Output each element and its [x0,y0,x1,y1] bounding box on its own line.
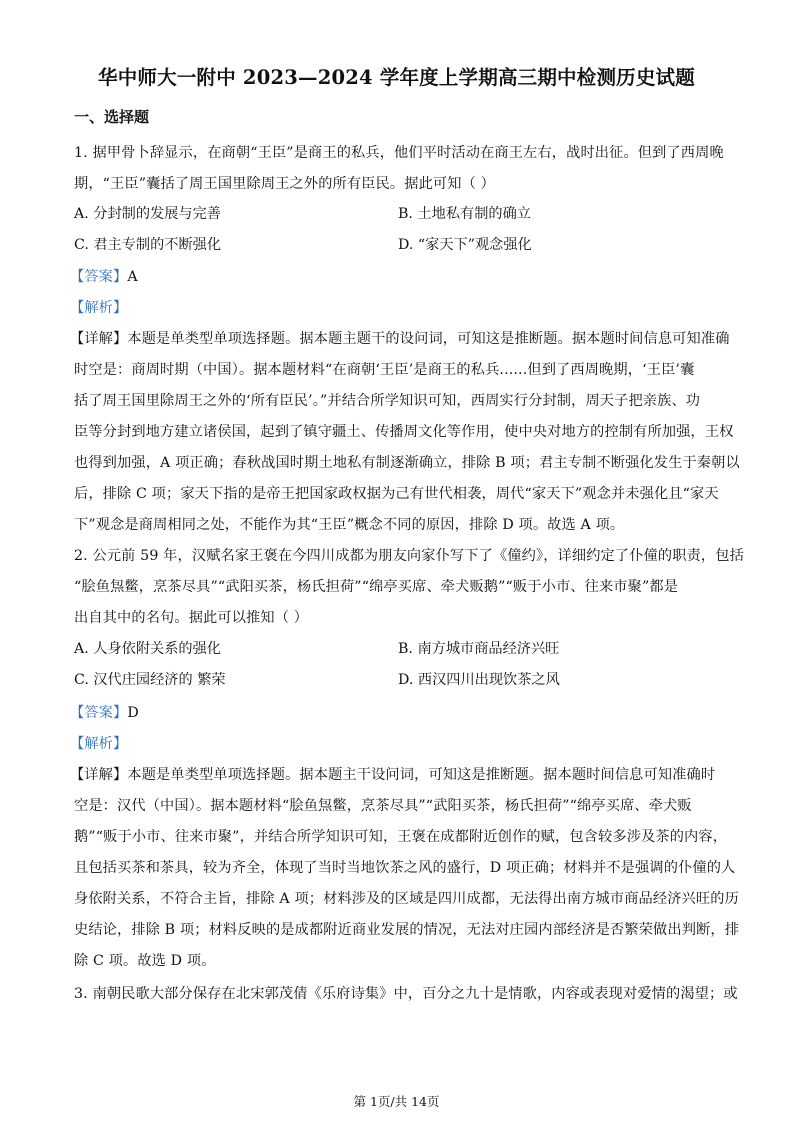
q2-detail-line-2: 空是：汉代（中国）。据本题材料“脍鱼炰鳖，烹茶尽具”“武阳买茶，杨氏担荷”“绵亭买席、牵犬贩 [74,798,692,814]
q3-stem-line-1: 3. 南朝民歌大部分保存在北宋郭茂倩《乐府诗集》中，百分之九十是情歌，内容或表现对爱情的渴望；或 [74,986,738,1002]
q2-option-b: B. 南方城市商品经济兴旺 [398,641,560,657]
q2-option-c: C. 汉代庄园经济的 繁荣 [74,672,226,688]
detail-label: 【详解】 [70,331,128,347]
q2-analysis-row [70,733,127,753]
q2-detail-line-5: 身依附关系，不符合主旨，排除 A 项；材料涉及的区域是四川成都，无法得出南方城市商品经济兴旺的历 [74,891,739,907]
q2-detail-line-7: 除 C 项。故选 D 项。 [74,953,216,969]
q1-stem-line-2: 期，“王臣”囊括了周王国里除周王之外的所有臣民。据此可知（ ） [74,176,495,192]
q1-analysis-row [70,297,127,317]
q2-stem-line-1: 2. 公元前 59 年，汉赋名家王褒在今四川成都为朋友向家仆写下了《僮约》，详细约定了仆僮的职责，包括 [74,548,744,564]
q1-answer-row [70,266,138,286]
q2-option-a: A. 人身依附关系的强化 [74,641,221,657]
q2-stem-line-3: 出自其中的名句。据此可以推知（ ） [74,610,309,626]
q1-stem-line-1: 1. 据甲骨卜辞显示，在商朝“王臣”是商王的私兵，他们平时活动在商王左右，战时出征。但到了西周晚 [74,145,724,161]
q2-detail-line-3: 鹅”“贩于小市、往来市聚”，并结合所学知识可知，王褒在成都附近创作的赋，包含较多涉及茶的内容， [74,829,728,845]
q2-stem-line-2: “脍鱼炰鳖，烹茶尽具”“武阳买茶，杨氏担荷”“绵亭买席、牵犬贩鹅”“贩于小市、往来市聚”都是 [74,579,679,595]
q1-detail-line-1: 【详解】本题是单类型单项选择题。据本题主题干的设问词，可知这是推断题。据本题时间信息可知准确 [70,331,730,347]
q1-option-b: B. 土地私有制的确立 [398,206,531,222]
detail-label: 【详解】 [70,767,128,783]
q1-option-a: A. 分封制的发展与完善 [74,206,221,222]
answer-label: 【答案】 [70,705,128,721]
q1-detail-line-3: 括了周王国里除周王之外的‘所有臣民’。”并结合所学知识可知，西周实行分封制，周天子把亲族、功 [74,393,701,409]
q1-detail-line-5: 也得到加强，A 项正确；春秋战国时期土地私有制逐渐确立，排除 B 项；君主专制不断强化发生于秦朝以 [74,455,740,471]
q2-option-d: D. 西汉四川出现饮茶之风 [398,672,560,688]
q1-detail-line-7: 下”观念是商周相同之处，不能作为其“王臣”概念不同的原因，排除 D 项。故选 A 项。 [74,517,625,533]
q2-answer-value: D [127,705,139,721]
q1-detail-line-2: 时空是：商周时期（中国）。据本题材料“在商朝‘王臣’是商王的私兵......但到了西周晚期，‘王臣’囊 [74,362,695,378]
q1-answer-value: A [127,269,138,285]
q2-detail-line-4: 且包括买茶和茶具，较为齐全，体现了当时当地饮茶之风的盛行，D 项正确；材料并不是强调的仆僮的人 [74,860,736,876]
analysis-label: 【解析】 [70,736,128,752]
q2-detail-line-6: 史结论，排除 B 项；材料反映的是成都附近商业发展的情况，无法对庄园内部经济是否繁荣做出判断，排 [74,922,740,938]
section-heading: 一、选择题 [74,108,150,126]
q2-detail-line-1: 【详解】本题是单类型单项选择题。据本题主干设问词，可知这是推断题。据本题时间信息可知准确时 [70,767,716,783]
q1-option-c: C. 君主专制的不断强化 [74,237,222,253]
page-footer: 第 1页/共 14页 [353,1094,440,1109]
q1-detail-line-6: 后，排除 C 项；家天下指的是帝王把国家政权据为己有世代相袭，周代“家天下”观念并未强化且“家天 [74,486,719,502]
exam-title: 华中师大一附中 2023—2024 学年度上学期高三期中检测历史试题 [98,66,695,89]
analysis-label: 【解析】 [70,300,128,316]
answer-label: 【答案】 [70,269,128,285]
q2-answer-row [70,702,139,722]
q1-detail-line-4: 臣等分封到地方建立诸侯国，起到了镇守疆土、传播周文化等作用，使中央对地方的控制有所加强，王权 [74,424,734,440]
q1-option-d: D. “家天下”观念强化 [398,237,532,253]
